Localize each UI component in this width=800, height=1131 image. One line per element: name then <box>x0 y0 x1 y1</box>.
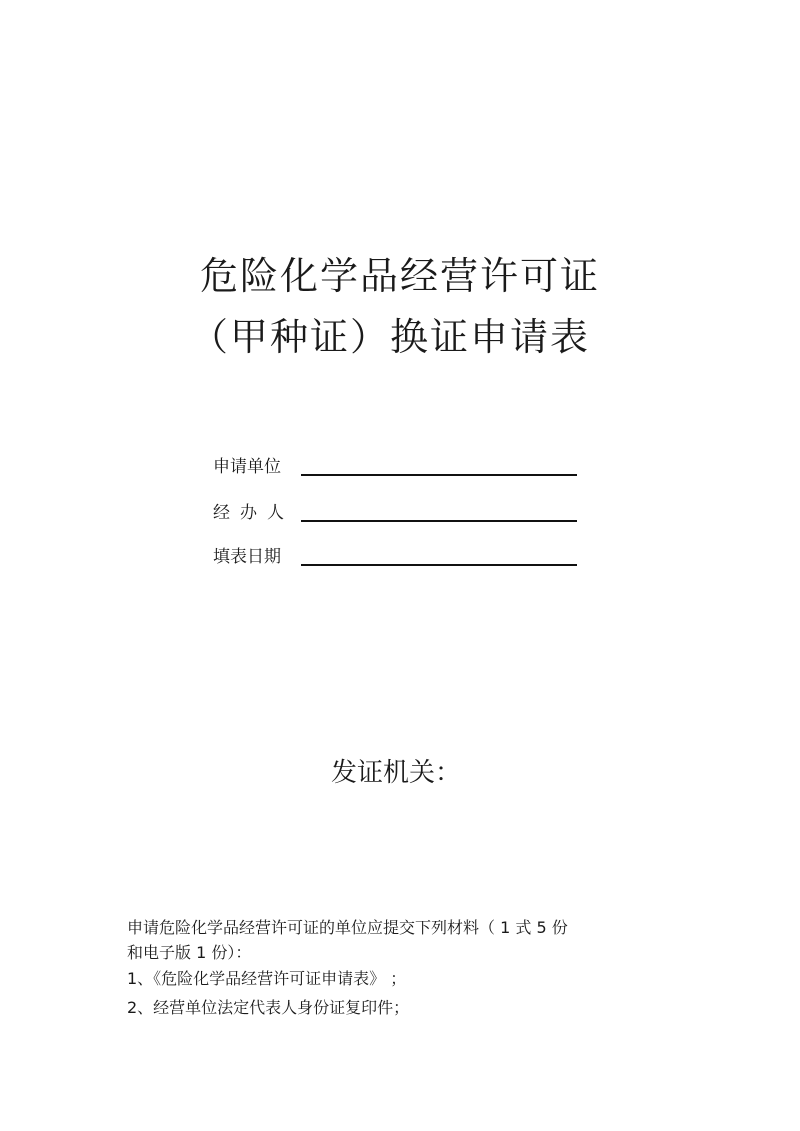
applicant-unit-label: 申请单位 <box>213 457 281 477</box>
materials-intro-line-2: 和电子版 1 份）： <box>127 943 252 962</box>
applicant-unit-row <box>213 447 577 477</box>
handler-label: 经办人 <box>213 503 294 523</box>
page-title-line-2: （甲种证）换证申请表 <box>189 315 590 359</box>
materials-intro-line-1: 申请危险化学品经营许可证的单位应提交下列材料（ 1 式 5 份 <box>127 918 568 937</box>
fill-date-row <box>213 537 577 567</box>
materials-item-2: 2、经营单位法定代表人身份证复印件； <box>127 998 410 1017</box>
page-title-line-1: 危险化学品经营许可证 <box>199 254 600 298</box>
applicant-unit-field[interactable] <box>301 474 577 476</box>
fill-date-field[interactable] <box>301 564 577 566</box>
handler-field[interactable] <box>301 520 577 522</box>
issuing-authority: 发证机关： <box>331 758 462 788</box>
materials-item-1: 1、《危险化学品经营许可证申请表》 ； <box>127 969 407 988</box>
fill-date-label: 填表日期 <box>213 547 281 567</box>
handler-row <box>213 493 577 523</box>
